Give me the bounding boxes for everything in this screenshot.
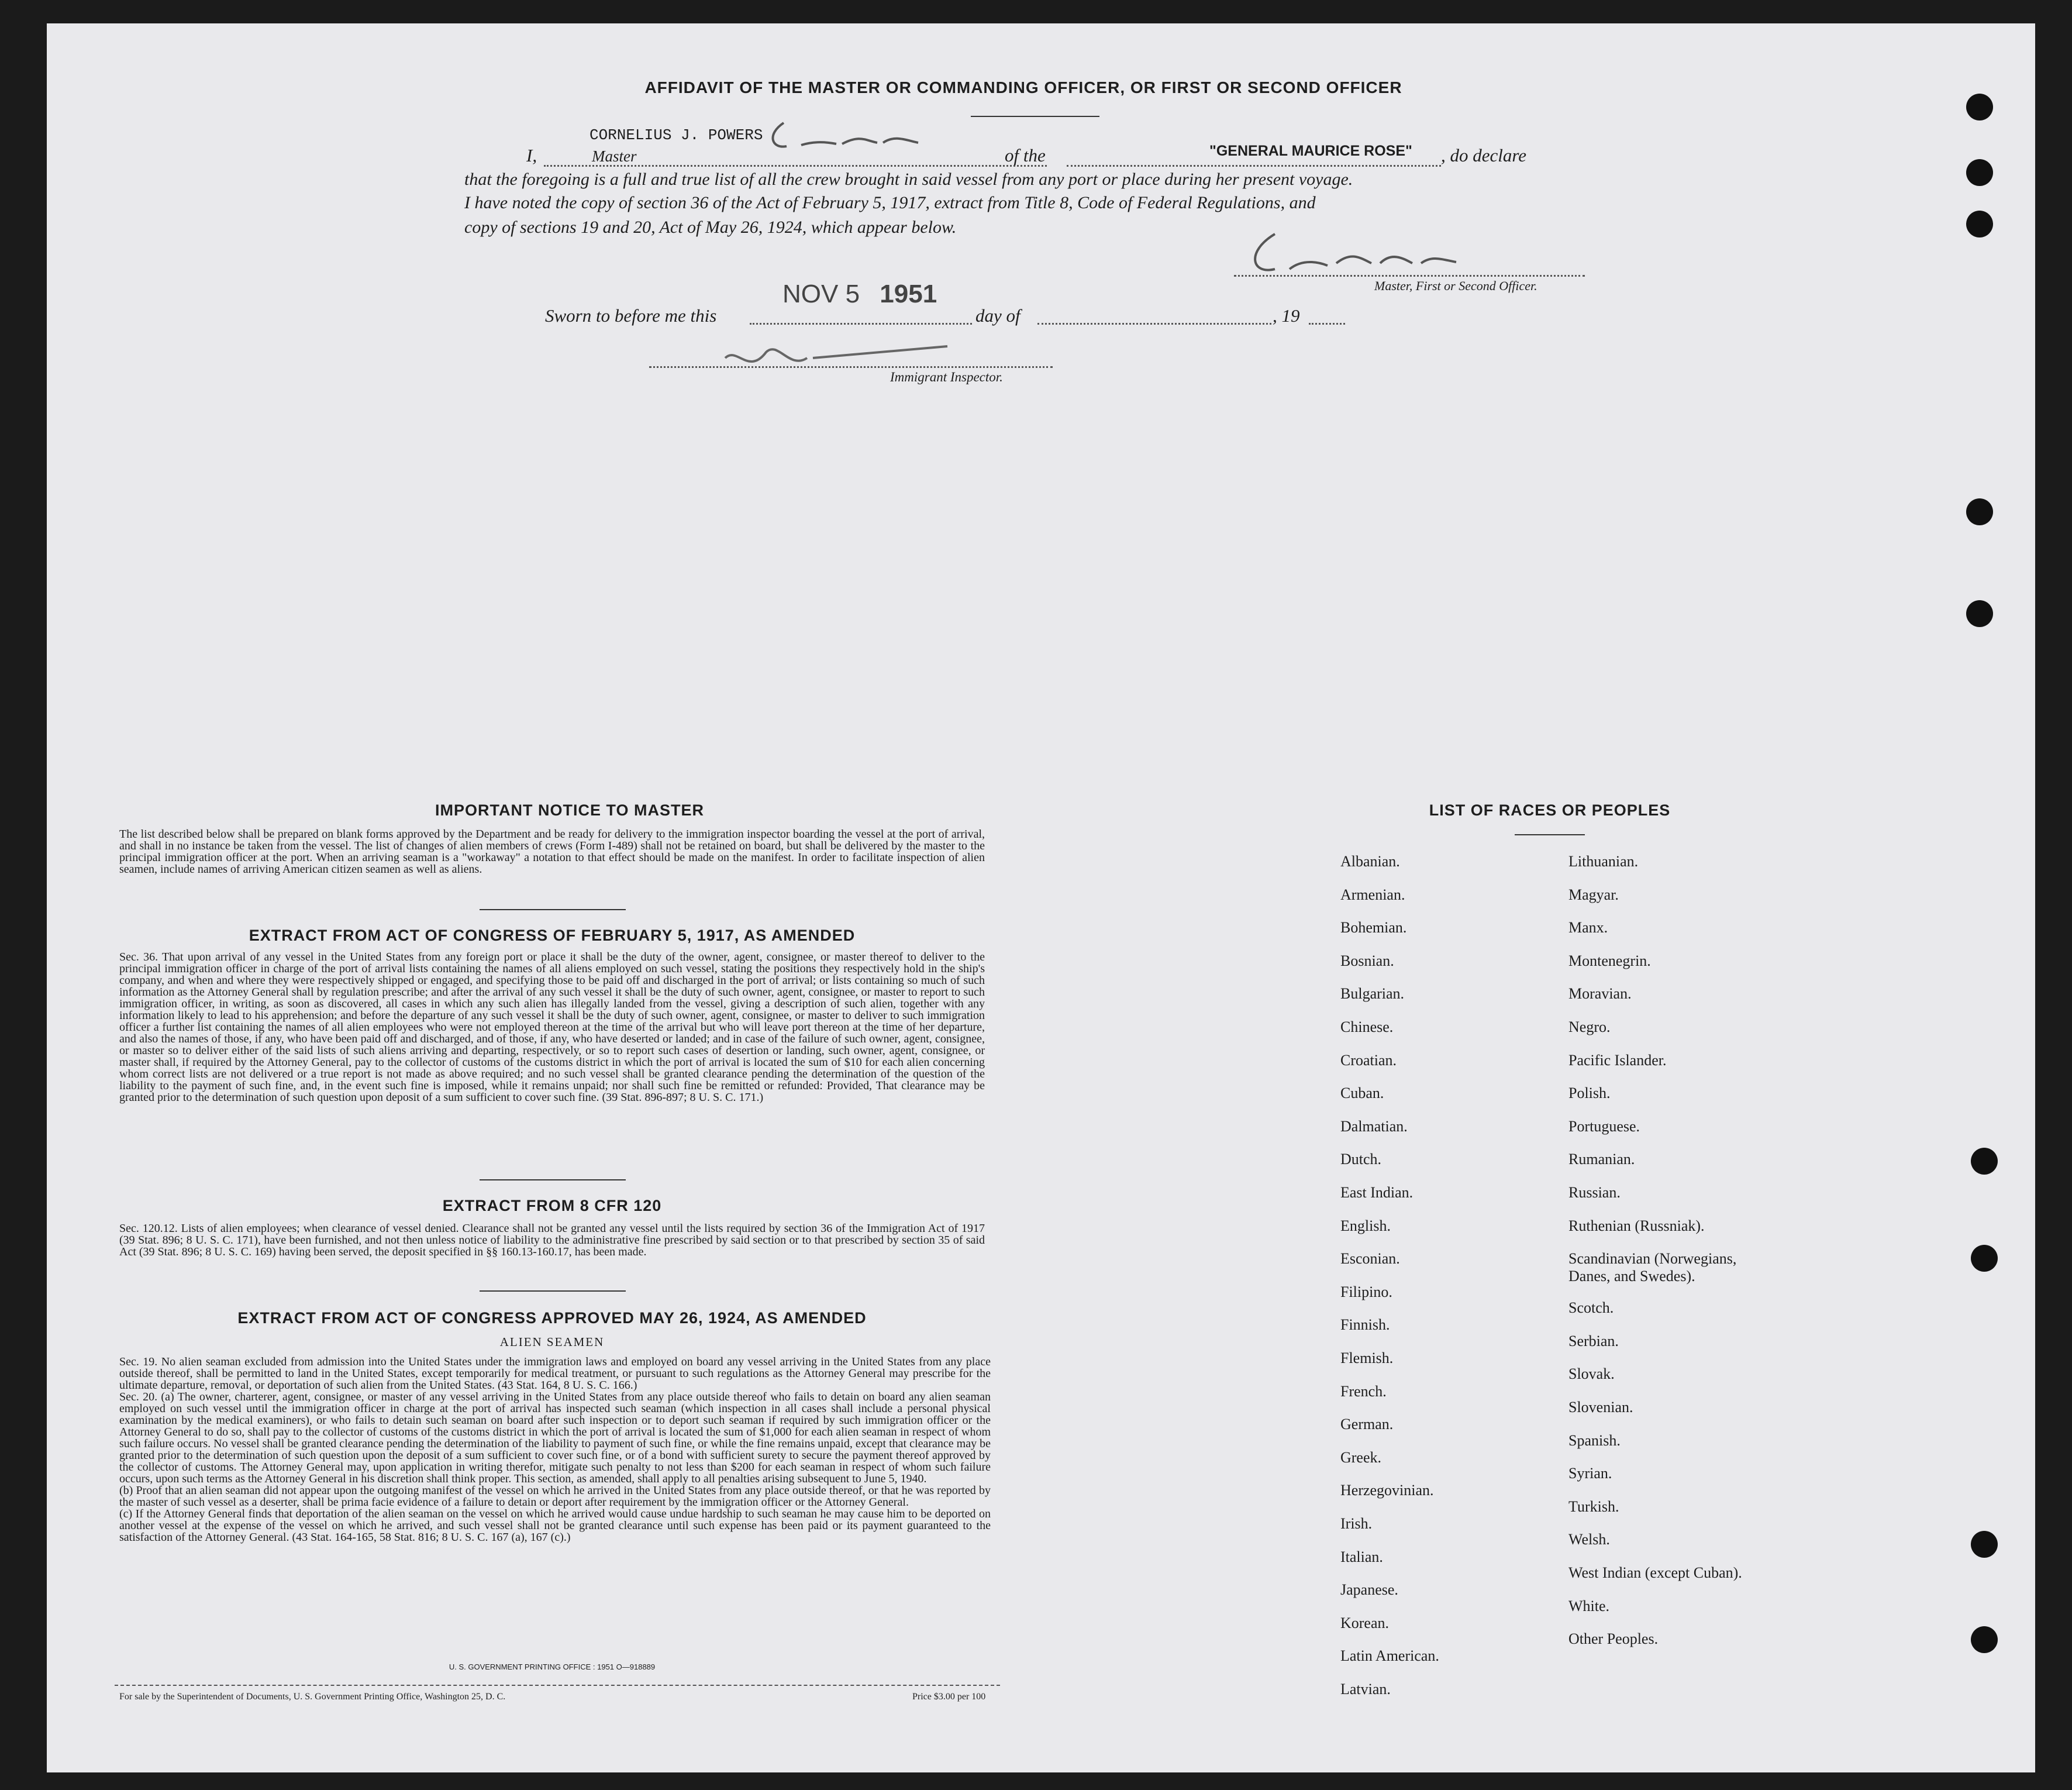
typed-master-name: CORNELIUS J. POWERS (589, 126, 763, 144)
sworn-date-stamp (782, 280, 937, 309)
race-item: English. (1340, 1217, 1391, 1234)
race-item: Ruthenian (Russniak). (1568, 1217, 1705, 1234)
race-item: Manx. (1568, 919, 1608, 937)
signature-line (1234, 275, 1585, 277)
extract-1917-body: Sec. 36. That upon arrival of any vessel in the United States from any foreign port or place it shall be the duty of the owner, agent, consignee, or master thereof to deliver to the principal immigration officer in charge of the port of arrival lists containing the names of all aliens employed on such vessel, stating the positions they respectively hold in the ship's company, and when and where they were respectively shipped or engaged, and specifying those to be paid off and discharged in the port of arrival; or lists containing so much of such information as the Attorney General shall by regulation prescribe; and after the arrival of any such vessel it shall be the duty of such owner, agent, consignee, or master to report to such immigration officer, in writing, as soon as discovered, all cases in which any such alien has illegally landed from the vessel, giving a description of such alien, together with any information likely to lead to his apprehension; and before the departure of any such vessel it shall be the duty of such owner, agent, consignee, or master to deliver to such immigration officer a further list containing the names of all alien employees who were not employed thereon at the time of the arrival but who will leave port thereon at the time of her departure, and also the names of those, if any, who have been paid off and discharged, and of those, if any, who have deserted or landed; and in case of the failure of such owner, agent, consignee, or master so to deliver either of the said lists of such aliens arriving and departing, respectively, or so to report such cases of desertion or landing, such owner, agent, consignee, or master shall, if required by the Attorney General, pay to the collector of customs of the customs district in which the port of arrival is located the sum of $10 for each alien concerning whom correct lists are not delivered or a true report is not made as above required; and no such vessel shall be granted clearance pending the determination of the question of the liability to the payment of such fine, and, in the event such fine is imposed, while it remains unpaid; nor shall such fine be remitted or refunded: Provided, That clearance may be granted prior to the determination of such question upon deposit of a sum sufficient to cover such fine. (39 Stat. 896-897; 8 U. S. C. 171.) (119, 951, 985, 1104)
section-20c: (c) If the Attorney General finds that deportation of the alien seaman on the vessel on which he arrived would cause undue hardship to such seaman he may cause him to be deported on another vessel at the expense of the vessel on which he arrived, and such vessel shall not be granted clearance until such expense has been paid or its payment guaranteed to the satisfaction of the Attorney General. (43 Stat. 164-165, 58 Stat. 816; 8 U. S. C. 167 (a), 167 (c).) (119, 1507, 991, 1544)
for-sale-note: For sale by the Superintendent of Documents, U. S. Government Printing Office, Washington 25, D. C. (119, 1692, 506, 1702)
extract-1924-subtitle: ALIEN SEAMEN (499, 1335, 605, 1349)
punch-hole (1966, 211, 1993, 237)
race-item: Turkish. (1568, 1498, 1619, 1515)
race-item: Korean. (1340, 1614, 1390, 1631)
race-item: Rumanian. (1568, 1151, 1635, 1168)
race-item: Irish. (1340, 1515, 1373, 1532)
extract-cfr-title: EXTRACT FROM 8 CFR 120 (442, 1197, 662, 1214)
race-item: Albanian. (1340, 853, 1400, 870)
master-signature-image (760, 117, 1053, 164)
declare-label: , do declare (1441, 145, 1527, 166)
race-item: Montenegrin. (1568, 952, 1651, 969)
race-item: Scandinavian (Norwegians, Danes, and Swedes). (1568, 1250, 1737, 1285)
vessel-fill-line (1067, 165, 1441, 167)
race-item: Esconian. (1340, 1250, 1400, 1268)
race-item: Slovenian. (1568, 1399, 1633, 1416)
race-item: German. (1340, 1416, 1394, 1433)
race-item: Bosnian. (1340, 952, 1394, 969)
race-item: Latin American. (1340, 1647, 1439, 1665)
race-item: Latvian. (1340, 1681, 1391, 1698)
race-item: Cuban. (1340, 1085, 1384, 1102)
printing-office-line: U. S. GOVERNMENT PRINTING OFFICE : 1951 O—918889 (449, 1662, 656, 1671)
race-item: Serbian. (1568, 1332, 1619, 1350)
race-item: West Indian (except Cuban). (1568, 1564, 1742, 1581)
affidavit-line-4: copy of sections 19 and 20, Act of May 26, 1924, which appear below. (464, 218, 957, 237)
race-item: Syrian. (1568, 1465, 1612, 1482)
race-item: Russian. (1568, 1184, 1621, 1201)
race-item: Other Peoples. (1568, 1630, 1659, 1648)
punch-hole (1966, 600, 1993, 627)
race-item: Armenian. (1340, 886, 1405, 903)
punch-hole (1966, 94, 1993, 121)
divider (480, 1290, 626, 1292)
race-item: Negro. (1568, 1018, 1611, 1035)
race-item: Spanish. (1568, 1431, 1621, 1449)
notice-body: The list described below shall be prepared on blank forms approved by the Department and be ready for delivery to the immigration inspector boarding the vessel at the port of arrival, and shall in no instance be taken from the vessel. The list of changes of alien members of crews (Form I-489) shall not be retained on board, but shall be delivered by the master to the principal immigration officer at the port. When an arriving seaman is a "workaway" a notation to that effect should be made on the manifest. In order to facilitate inspection of alien seamen, include names of arriving American citizen seamen as well as aliens. (119, 828, 985, 876)
race-item: Italian. (1340, 1548, 1383, 1565)
punch-hole (1971, 1148, 1998, 1175)
extract-cfr-body: Sec. 120.12. Lists of alien employees; when clearance of vessel denied. Clearance shall not be granted any vessel until the lists required by section 36 of the Immigration Act of 1917 (39 Stat. 896; 8 U. S. C. 171), have been furnished, and not then unless notice of liability to the administrative fine prescribed by said section or to that prescribed by section 35 of said Act (39 Stat. 896; 8 U. S. C. 169) having been served, the deposit specified in §§ 160.13-160.17, has been made. (119, 1222, 985, 1258)
race-item: Herzegovinian. (1340, 1482, 1434, 1499)
section-19: Sec. 19. No alien seaman excluded from admission into the United States under the immigration laws and employed on board any vessel arriving in the United States from any place outside thereof, shall be permitted to land in the United States, except temporarily for medical treatment, or pursuant to such regulations as the Attorney General may prescribe for the ultimate departure, removal, or deportation of such alien from the United States. (43 Stat. 164, 8 U. S. C. 166.) (119, 1355, 991, 1392)
race-item: Magyar. (1568, 886, 1619, 903)
race-item: Polish. (1568, 1085, 1611, 1102)
section-20a: Sec. 20. (a) The owner, charterer, agent, consignee, or master of any vessel arriving in the United States from any place outside thereof who fails to detain on board any alien seaman employed on such vessel until the immigration officer in charge at the port of arrival has inspected such seaman (which inspection in all cases shall include a personal physical examination by the medical examiners), or who fails to detain such seaman on board after such inspection or to deport such seaman if required by such immigration officer or the Attorney General to do so, shall pay to the collector of customs of the customs district in which the port of arrival is located the sum of $1,000 for each alien seaman in respect of whom such failure occurs. No vessel shall be granted clearance pending the determination of the liability to payment of such fine, or while the fine remains unpaid, except that clearance may be granted prior to the determination of such question upon the deposit of a sum sufficient to cover such fine, or of a bond with sufficient surety to secure the payment thereof approved by the collector of customs. The Attorney General may, upon application in writing therefor, mitigate such penalty to not less than $200 for each seaman in respect of whom such failure occurs, upon such terms as the Attorney General in his discretion shall think proper. This section, as amended, shall apply to all penalties arising subsequent to June 5, 1940. (119, 1390, 991, 1485)
race-item: French. (1340, 1382, 1387, 1400)
footer-rule (115, 1685, 1000, 1686)
race-item: Scotch. (1568, 1299, 1614, 1317)
extract-1924-body (119, 1356, 991, 1543)
year-line (1309, 323, 1345, 325)
rank-field: Master (592, 147, 637, 165)
sworn-date: NOV 5 (782, 280, 860, 308)
day-of-label: day of (975, 305, 1021, 326)
race-item: Lithuanian. (1568, 853, 1639, 870)
line-prefix: I, (526, 145, 537, 166)
race-item: Greek. (1340, 1448, 1382, 1466)
divider (1515, 834, 1585, 835)
divider (480, 909, 626, 910)
race-item: Moravian. (1568, 985, 1632, 1003)
divider (480, 1179, 626, 1180)
vessel-name: "GENERAL MAURICE ROSE" (1209, 143, 1412, 159)
year-label: , 19 (1273, 305, 1300, 326)
race-item: Portuguese. (1568, 1117, 1640, 1135)
race-item: Dalmatian. (1340, 1117, 1408, 1135)
race-item: Filipino. (1340, 1283, 1392, 1300)
race-item: Japanese. (1340, 1581, 1398, 1599)
race-item: Croatian. (1340, 1051, 1397, 1069)
signer-caption: Master, First or Second Officer. (1374, 278, 1537, 293)
race-item: White. (1568, 1597, 1610, 1615)
punch-hole (1971, 1531, 1998, 1558)
race-item: Pacific Islander. (1568, 1051, 1667, 1069)
extract-1924-title: EXTRACT FROM ACT OF CONGRESS APPROVED MAY 26, 1924, AS AMENDED (237, 1309, 867, 1327)
price-note: Price $3.00 per 100 (912, 1692, 986, 1702)
race-item: Dutch. (1340, 1151, 1382, 1168)
notice-title: IMPORTANT NOTICE TO MASTER (435, 801, 704, 819)
affidavit-title: AFFIDAVIT OF THE MASTER OR COMMANDING OFFICER, OR FIRST OR SECOND OFFICER (644, 78, 1402, 97)
affidavit-line-1 (526, 145, 1602, 168)
inspector-caption: Immigrant Inspector. (890, 370, 1003, 384)
sworn-day-line (750, 323, 972, 325)
race-item: Chinese. (1340, 1018, 1394, 1035)
name-fill-line (544, 165, 1047, 167)
of-the-label: of the (1005, 145, 1046, 166)
punch-hole (1966, 159, 1993, 186)
race-item: East Indian. (1340, 1184, 1413, 1201)
race-item: Slovak. (1568, 1365, 1615, 1383)
race-item: Welsh. (1568, 1531, 1610, 1548)
affidavit-line-2: that the foregoing is a full and true list of all the crew brought in said vessel from any port or place during her present voyage. (464, 170, 1353, 189)
punch-hole (1971, 1245, 1998, 1272)
affidavit-line-3: I have noted the copy of section 36 of the Act of February 5, 1917, extract from Title 8, Code of Federal Regulations, and (464, 193, 1316, 212)
punch-hole (1971, 1626, 1998, 1653)
month-line (1037, 323, 1271, 325)
race-item: Bulgarian. (1340, 985, 1405, 1003)
sworn-label: Sworn to before me this (545, 305, 717, 326)
punch-hole (1966, 498, 1993, 525)
race-item: Bohemian. (1340, 919, 1407, 937)
inspector-line (649, 366, 1053, 368)
extract-1917-title: EXTRACT FROM ACT OF CONGRESS OF FEBRUARY 5, 1917, AS AMENDED (249, 927, 856, 944)
sworn-year: 1951 (880, 280, 937, 308)
races-title: LIST OF RACES OR PEOPLES (1429, 801, 1671, 819)
section-20b: (b) Proof that an alien seaman did not appear upon the outgoing manifest of the vessel on which he arrived in the United States from any place outside thereof, or that he was reported by the master of such vessel as a deserter, shall be prima facie evidence of a failure to detain or deport after requirement by the immigration officer or the Attorney General. (119, 1484, 991, 1509)
race-item: Finnish. (1340, 1316, 1390, 1334)
race-item: Flemish. (1340, 1350, 1394, 1366)
